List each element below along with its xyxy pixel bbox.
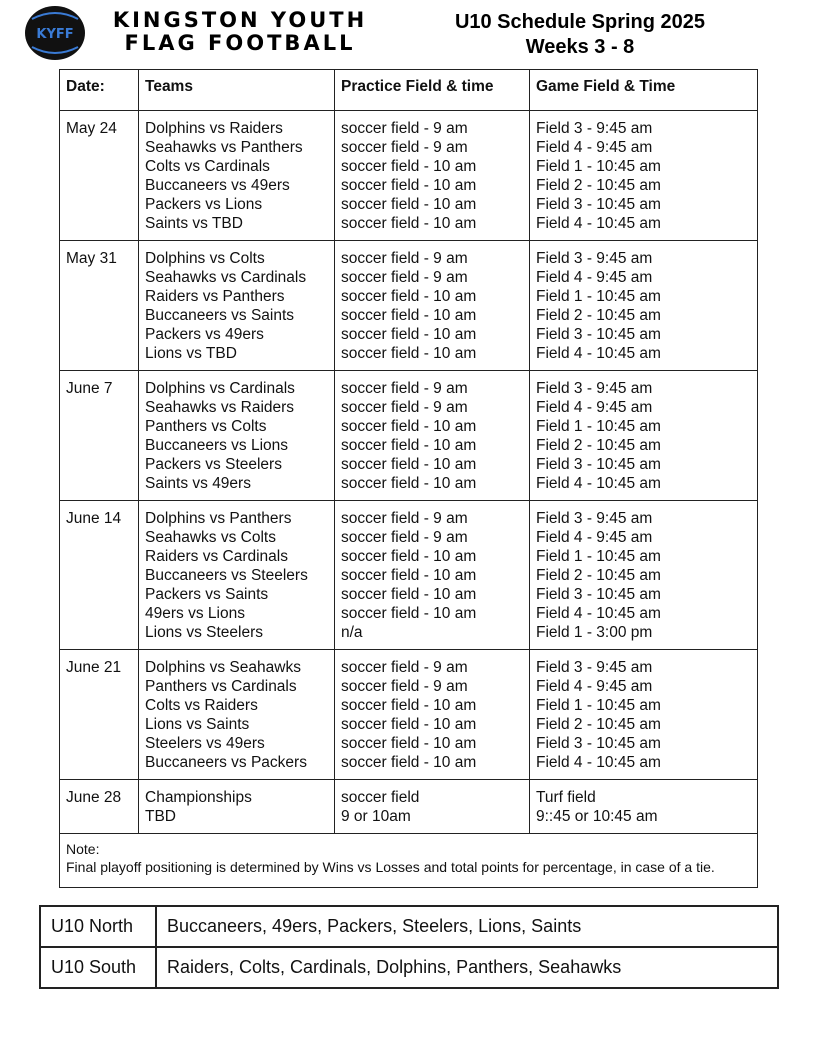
game-slot: Turf field — [536, 789, 596, 806]
matchup: Panthers vs Cardinals — [145, 678, 297, 695]
game-slot: Field 1 - 3:00 pm — [536, 624, 653, 641]
matchup: Colts vs Raiders — [145, 697, 258, 714]
schedule-practice-cell — [335, 650, 530, 780]
practice-slot: soccer field - 10 am — [341, 605, 477, 622]
game-slot: Field 4 - 10:45 am — [536, 475, 661, 492]
game-slot: Field 4 - 10:45 am — [536, 605, 661, 622]
game-slot: Field 3 - 9:45 am — [536, 120, 653, 137]
game-slot: Field 1 - 10:45 am — [536, 548, 661, 565]
note-cell — [60, 834, 758, 888]
matchup: Saints vs 49ers — [145, 475, 251, 492]
matchup: Seahawks vs Colts — [145, 529, 276, 546]
practice-slot: soccer field - 10 am — [341, 158, 477, 175]
practice-slot: soccer field - 9 am — [341, 380, 468, 397]
practice-slot: soccer field - 10 am — [341, 307, 477, 324]
schedule-row — [60, 501, 758, 650]
schedule-row — [60, 241, 758, 371]
practice-slot: soccer field - 10 am — [341, 586, 477, 603]
schedule-row — [60, 371, 758, 501]
schedule-practice-cell — [335, 241, 530, 371]
practice-slot: soccer field - 9 am — [341, 269, 468, 286]
practice-slot: soccer field - 10 am — [341, 475, 477, 492]
practice-slot: soccer field - 10 am — [341, 418, 477, 435]
schedule-practice-cell — [335, 111, 530, 241]
game-slot: Field 3 - 10:45 am — [536, 196, 661, 213]
schedule-date: June 21 — [66, 659, 122, 676]
schedule-practice-cell — [335, 780, 530, 834]
game-slot: Field 2 - 10:45 am — [536, 437, 661, 454]
practice-slot: soccer field - 10 am — [341, 567, 477, 584]
game-slot: Field 2 - 10:45 am — [536, 307, 661, 324]
schedule-date-cell — [60, 371, 139, 501]
schedule-practice-cell — [335, 501, 530, 650]
matchup: Dolphins vs Cardinals — [145, 380, 295, 397]
schedule-teams-cell — [139, 111, 335, 241]
practice-slot: soccer field - 10 am — [341, 215, 477, 232]
note-label: Note: — [66, 841, 100, 857]
schedule-date: June 14 — [66, 510, 122, 527]
matchup: Saints vs TBD — [145, 215, 243, 232]
schedule-date-cell — [60, 241, 139, 371]
schedule-teams-cell — [139, 241, 335, 371]
game-slot: Field 3 - 9:45 am — [536, 380, 653, 397]
practice-slot: soccer field - 10 am — [341, 177, 477, 194]
practice-slot: soccer field — [341, 789, 420, 806]
division-name: U10 North — [40, 906, 156, 947]
schedule-game-cell — [530, 111, 758, 241]
matchup: Buccaneers vs Steelers — [145, 567, 308, 584]
matchup: Buccaneers vs Lions — [145, 437, 289, 454]
game-slot: Field 4 - 9:45 am — [536, 399, 653, 416]
schedule-title-line-2: Weeks 3 - 8 — [525, 36, 635, 58]
note-row — [60, 834, 758, 888]
organization-name — [100, 9, 380, 55]
game-slot: Field 4 - 10:45 am — [536, 215, 661, 232]
game-slot: Field 1 - 10:45 am — [536, 418, 661, 435]
schedule-date: June 7 — [66, 380, 113, 397]
game-slot: Field 1 - 10:45 am — [536, 288, 661, 305]
logo-text: KYFF — [36, 27, 74, 42]
matchup: Lions vs Steelers — [145, 624, 264, 641]
schedule-table — [59, 69, 758, 888]
matchup: Championships — [145, 789, 252, 806]
matchup: Buccaneers vs Packers — [145, 754, 307, 771]
org-name-line-2: FLAG FOOTBALL — [124, 31, 356, 55]
schedule-game-cell — [530, 780, 758, 834]
schedule-game-cell — [530, 241, 758, 371]
game-slot: Field 3 - 10:45 am — [536, 456, 661, 473]
practice-slot: soccer field - 9 am — [341, 659, 468, 676]
division-row — [40, 906, 778, 947]
matchup: Dolphins vs Raiders — [145, 120, 283, 137]
practice-slot: soccer field - 10 am — [341, 735, 477, 752]
matchup: Seahawks vs Raiders — [145, 399, 295, 416]
divisions-body — [40, 906, 778, 988]
practice-slot: soccer field - 9 am — [341, 250, 468, 267]
game-slot: Field 2 - 10:45 am — [536, 716, 661, 733]
schedule-game-cell — [530, 650, 758, 780]
practice-slot: soccer field - 10 am — [341, 288, 477, 305]
practice-slot: soccer field - 9 am — [341, 120, 468, 137]
header-practice: Practice Field & time — [335, 70, 530, 111]
schedule-date-cell — [60, 780, 139, 834]
matchup: Panthers vs Colts — [145, 418, 267, 435]
schedule-row — [60, 780, 758, 834]
division-teams: Raiders, Colts, Cardinals, Dolphins, Panthers, Seahawks — [156, 947, 778, 988]
matchup: TBD — [145, 808, 176, 825]
practice-slot: soccer field - 9 am — [341, 678, 468, 695]
game-slot: Field 3 - 9:45 am — [536, 659, 653, 676]
header-teams: Teams — [139, 70, 335, 111]
game-slot: Field 2 - 10:45 am — [536, 567, 661, 584]
matchup: Packers vs Steelers — [145, 456, 282, 473]
game-slot: Field 3 - 10:45 am — [536, 586, 661, 603]
divisions-table — [39, 905, 779, 989]
schedule-date: June 28 — [66, 789, 122, 806]
practice-slot: soccer field - 10 am — [341, 548, 477, 565]
practice-slot: soccer field - 10 am — [341, 456, 477, 473]
schedule-row — [60, 650, 758, 780]
practice-slot: soccer field - 9 am — [341, 399, 468, 416]
matchup: 49ers vs Lions — [145, 605, 245, 622]
matchup: Packers vs Lions — [145, 196, 263, 213]
matchup: Buccaneers vs Saints — [145, 307, 295, 324]
header-game: Game Field & Time — [530, 70, 758, 111]
schedule-date: May 31 — [66, 250, 117, 267]
practice-slot: 9 or 10am — [341, 808, 411, 825]
practice-slot: soccer field - 9 am — [341, 139, 468, 156]
schedule-header-row — [60, 70, 758, 111]
game-slot: Field 4 - 9:45 am — [536, 678, 653, 695]
page-header — [0, 0, 816, 66]
game-slot: Field 2 - 10:45 am — [536, 177, 661, 194]
org-name-line-1: KINGSTON YOUTH — [112, 8, 368, 32]
schedule-date: May 24 — [66, 120, 117, 137]
practice-slot: soccer field - 10 am — [341, 437, 477, 454]
game-slot: Field 3 - 10:45 am — [536, 326, 661, 343]
matchup: Packers vs Saints — [145, 586, 269, 603]
game-slot: Field 4 - 9:45 am — [536, 269, 653, 286]
matchup: Lions vs TBD — [145, 345, 237, 362]
matchup: Dolphins vs Panthers — [145, 510, 292, 527]
game-slot: Field 4 - 10:45 am — [536, 345, 661, 362]
division-name: U10 South — [40, 947, 156, 988]
matchup: Seahawks vs Cardinals — [145, 269, 307, 286]
schedule-date-cell — [60, 111, 139, 241]
header-date: Date: — [60, 70, 139, 111]
game-slot: Field 4 - 10:45 am — [536, 754, 661, 771]
matchup: Steelers vs 49ers — [145, 735, 265, 752]
schedule-body — [60, 111, 758, 834]
matchup: Colts vs Cardinals — [145, 158, 270, 175]
schedule-teams-cell — [139, 780, 335, 834]
division-row — [40, 947, 778, 988]
note-text: Final playoff positioning is determined by Wins vs Losses and total points for percentage, in case of a tie. — [66, 859, 715, 875]
practice-slot: soccer field - 9 am — [341, 510, 468, 527]
matchup: Dolphins vs Colts — [145, 250, 265, 267]
game-slot: 9::45 or 10:45 am — [536, 808, 658, 825]
matchup: Lions vs Saints — [145, 716, 250, 733]
matchup: Packers vs 49ers — [145, 326, 264, 343]
schedule-practice-cell — [335, 371, 530, 501]
matchup: Dolphins vs Seahawks — [145, 659, 301, 676]
schedule-game-cell — [530, 501, 758, 650]
practice-slot: n/a — [341, 624, 363, 641]
game-slot: Field 3 - 10:45 am — [536, 735, 661, 752]
game-slot: Field 1 - 10:45 am — [536, 697, 661, 714]
practice-slot: soccer field - 10 am — [341, 326, 477, 343]
matchup: Raiders vs Panthers — [145, 288, 285, 305]
practice-slot: soccer field - 10 am — [341, 345, 477, 362]
matchup: Seahawks vs Panthers — [145, 139, 303, 156]
game-slot: Field 4 - 9:45 am — [536, 139, 653, 156]
practice-slot: soccer field - 10 am — [341, 754, 477, 771]
schedule-title — [430, 10, 730, 60]
schedule-title-line-1: U10 Schedule Spring 2025 — [454, 11, 706, 33]
game-slot: Field 3 - 9:45 am — [536, 250, 653, 267]
practice-slot: soccer field - 10 am — [341, 196, 477, 213]
practice-slot: soccer field - 9 am — [341, 529, 468, 546]
schedule-teams-cell — [139, 501, 335, 650]
schedule-date-cell — [60, 650, 139, 780]
practice-slot: soccer field - 10 am — [341, 716, 477, 733]
schedule-teams-cell — [139, 650, 335, 780]
matchup: Raiders vs Cardinals — [145, 548, 288, 565]
kyff-logo — [24, 5, 86, 61]
practice-slot: soccer field - 10 am — [341, 697, 477, 714]
game-slot: Field 3 - 9:45 am — [536, 510, 653, 527]
game-slot: Field 1 - 10:45 am — [536, 158, 661, 175]
matchup: Buccaneers vs 49ers — [145, 177, 290, 194]
game-slot: Field 4 - 9:45 am — [536, 529, 653, 546]
schedule-teams-cell — [139, 371, 335, 501]
schedule-game-cell — [530, 371, 758, 501]
schedule-row — [60, 111, 758, 241]
schedule-date-cell — [60, 501, 139, 650]
division-teams: Buccaneers, 49ers, Packers, Steelers, Lions, Saints — [156, 906, 778, 947]
